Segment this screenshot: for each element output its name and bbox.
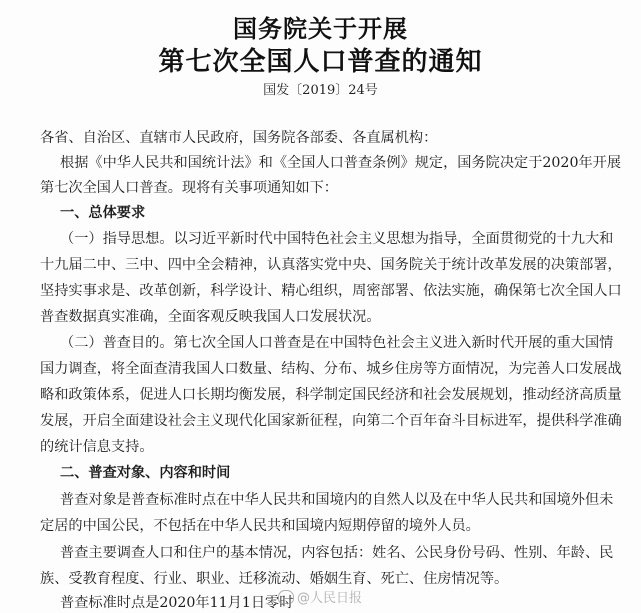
paragraph-line: 普查数据真实准确，全面客观反映我国人口发展状况。 [40,309,381,325]
section-heading: 二、普查对象、内容和时间 [60,465,231,481]
addressee-line: 各省、自治区、直辖市人民政府，国务院各部委、各直属机构： [40,130,438,146]
paragraph-line: 根据《中华人民共和国统计法》和《全国人口普查条例》规定，国务院决定于2020年开展 [60,155,622,171]
paragraph-line: 第七次全国人口普查。现将有关事项通知如下： [40,180,338,196]
paragraph-line: （二）普查目的。第七次全国人口普查是在中国特色社会主义进入新时代开展的重大国情 [60,335,614,351]
paragraph-line: （一）指导思想。以习近平新时代中国特色社会主义思想为指导，全面贯彻党的十九大和 [60,231,614,247]
paragraph-line: 发展，开启全面建设社会主义现代化国家新征程，向第二个百年奋斗目标进军，提供科学准确 [40,413,622,429]
paragraph-line: 普查标准时点是2020年11月1日零时 [60,595,294,611]
watermark [278,590,362,608]
document-title-line1: 国务院关于开展 [233,15,408,43]
paragraph-line: 十九届二中、三中、四中全会精神，认真落实党中央、国务院关于统计改革发展的决策部署， [40,257,622,273]
paragraph-line: 普查对象是普查标准时点在中华人民共和国境内的自然人以及在中华人民共和国境外但未 [60,492,614,508]
paragraph-line: 族、受教育程度、行业、职业、迁移流动、婚姻生育、死亡、住房情况等。 [40,571,509,587]
paragraph-line: 的统计信息支持。 [40,439,154,455]
document-title-line2: 第七次全国人口普查的通知 [158,47,483,77]
paragraph-line: 坚持实事求是、改革创新，科学设计、精心组织，周密部署、依法实施，确保第七次全国人口 [40,283,622,299]
paragraph-line: 普查主要调查人口和住户的基本情况，内容包括：姓名、公民身份号码、性别、年龄、民 [60,545,614,561]
paragraph-line: 略和政策体系，促进人口长期均衡发展，科学制定国民经济和社会发展规划，推动经济高质量 [40,387,622,403]
document-number: 国发〔2019〕24号 [263,83,378,98]
section-heading: 一、总体要求 [60,205,146,221]
paragraph-line: 定居的中国公民，不包括在中华人民共和国境内短期停留的境外人员。 [40,518,480,534]
watermark-text: @人民日报 [297,591,363,606]
paragraph-line: 国力调查，将全面查清我国人口数量、结构、分布、城乡住房等方面情况，为完善人口发展战 [40,361,622,377]
weibo-logo-icon [278,590,294,604]
